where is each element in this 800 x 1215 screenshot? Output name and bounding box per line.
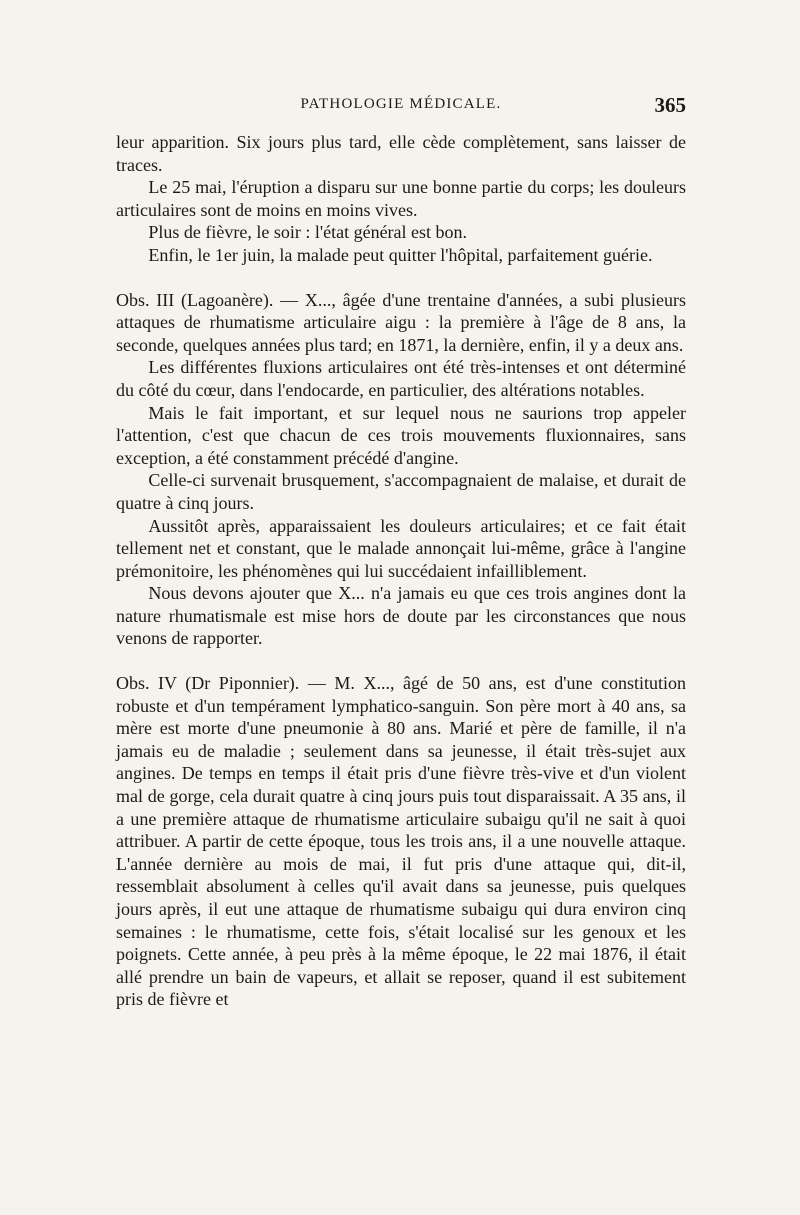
paragraph: Celle-ci survenait brusquement, s'accompagnaient de malaise, et durait de quatre à cinq jours. — [116, 470, 686, 513]
page-number: 365 — [654, 93, 686, 117]
page-header — [116, 93, 686, 120]
paragraph: Les différentes fluxions articulaires ont été très-intenses et ont déterminé du côté du cœur, dans l'endocarde, en particulier, des altérations notables. — [116, 357, 686, 400]
page-body — [116, 131, 686, 1011]
paragraph: Plus de fièvre, le soir : l'état général est bon. — [148, 222, 468, 243]
paragraph: Aussitôt après, apparaissaient les douleurs articulaires; et ce fait était tellement net et constant, que le malade annonçait lui-même, grâce à l'angine prémonitoire, les phénomènes qui lui succédaient infailliblement. — [116, 515, 686, 581]
paragraph: Enfin, le 1er juin, la malade peut quitter l'hôpital, parfaitement guérie. — [148, 244, 653, 265]
observation-paragraph: Obs. III (Lagoanère). — X..., âgée d'une trentaine d'années, a subi plusieurs attaques de rhumatisme articulaire aigu : la première à l'âge de 8 ans, la seconde, quelques années plus tard; en 1871, la dernière, enfin, il y a deux ans. — [116, 289, 686, 355]
observation-paragraph: Obs. IV (Dr Piponnier). — M. X..., âgé de 50 ans, est d'une constitution robuste et d'un tempérament lymphatico-sanguin. Son père mort à 40 ans, sa mère est morte d'une pneumonie à 80 ans. Marié et père de famille, il n'a jamais eu de maladie ; seulement dans sa jeunesse, il était très-sujet aux angines. De temps en temps il était pris d'une fièvre très-vive et d'un violent mal de gorge, cela durait quatre à cinq jours puis tout disparaissait. A 35 ans, il a une première attaque de rhumatisme articulaire subaigu qu'il ne sait à quoi attribuer. A partir de cette époque, tous les trois ans, il a une nouvelle attaque. L'année dernière au mois de mai, il fut pris d'une attaque qui, dit-il, ressemblait absolument à celles qu'il avait dans sa jeunesse, puis quelques jours après, il eut une attaque de rhumatisme subaigu qui dura environ cinq semaines : le rhumatisme, cette fois, s'était localisé sur les genoux et les poignets. Cette année, à peu près à la même époque, le 22 mai 1876, il était allé prendre un bain de vapeurs, et allait se reposer, quand il est subitement pris de fièvre et — [116, 673, 686, 1010]
running-title: PATHOLOGIE MÉDICALE. — [300, 96, 502, 112]
paragraph: Nous devons ajouter que X... n'a jamais eu que ces trois angines dont la nature rhumatismale est mise hors de doute par les circonstances que nous venons de rapporter. — [116, 583, 686, 649]
paragraph: leur apparition. Six jours plus tard, elle cède complètement, sans laisser de traces. — [116, 132, 686, 175]
paragraph: Mais le fait important, et sur lequel nous ne saurions trop appeler l'attention, c'est que chacun de ces trois mouvements fluxionnaires, sans exception, a été constamment précédé d'angine. — [116, 402, 686, 468]
paragraph: Le 25 mai, l'éruption a disparu sur une bonne partie du corps; les douleurs articulaires sont de moins en moins vives. — [116, 177, 686, 220]
